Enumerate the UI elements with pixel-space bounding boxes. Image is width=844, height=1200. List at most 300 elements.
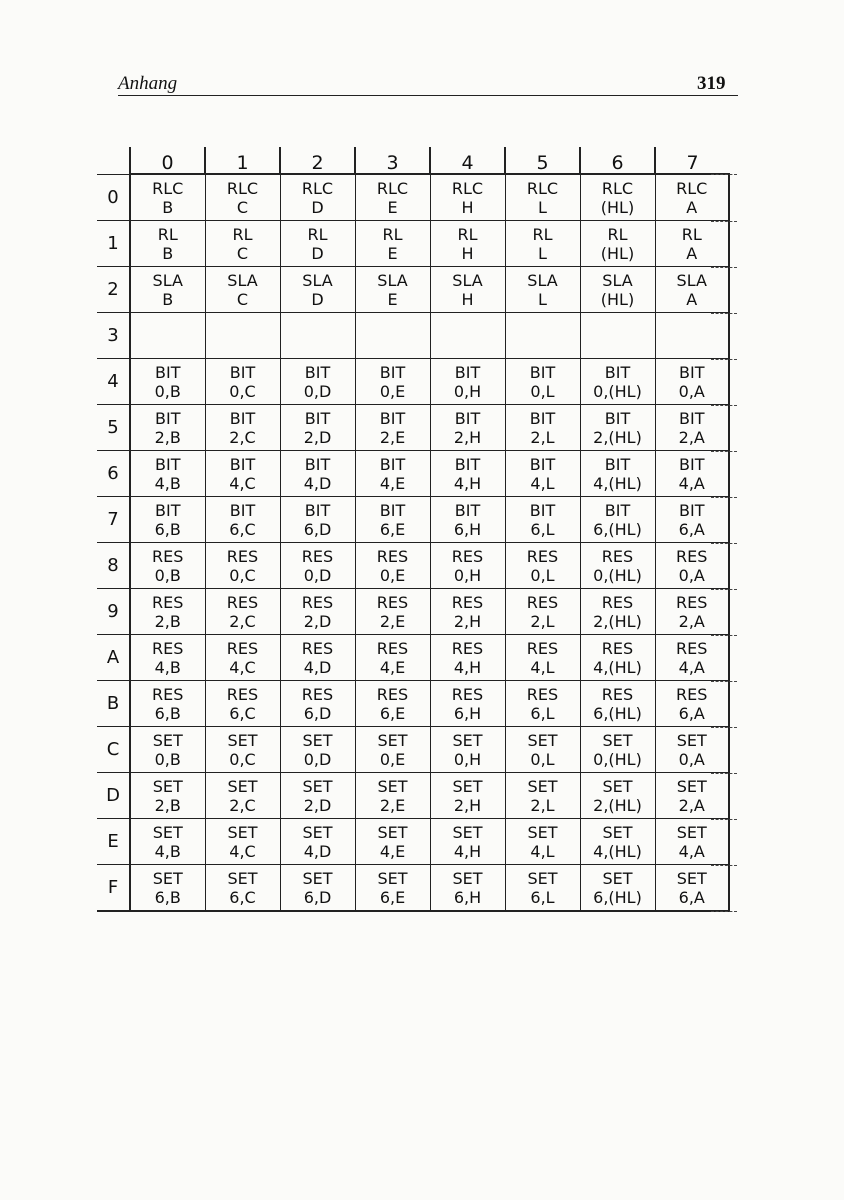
table-cell	[430, 865, 505, 912]
cell-operand: 6,A	[678, 519, 705, 539]
dashed-mark	[711, 497, 737, 498]
cell-mnemonic: RL	[607, 224, 628, 244]
table-row	[97, 313, 729, 359]
cell-mnemonic: BIT	[679, 408, 705, 428]
table-cell	[580, 865, 655, 912]
cell-operand: 4,B	[154, 473, 181, 493]
table-cell	[130, 635, 205, 681]
table-cell	[130, 865, 205, 912]
cell-mnemonic: SLA	[377, 270, 408, 290]
cell-mnemonic: RES	[676, 684, 708, 704]
table-cell	[655, 405, 729, 451]
table-cell	[355, 497, 430, 543]
cell-mnemonic: RES	[152, 638, 184, 658]
table-cell	[130, 221, 205, 267]
table-cell	[205, 543, 280, 589]
table-cell	[505, 819, 580, 865]
cell-mnemonic: SET	[377, 868, 408, 888]
dashed-mark	[711, 359, 737, 360]
cell-mnemonic: SET	[676, 868, 707, 888]
table-cell	[505, 589, 580, 635]
dashed-mark	[711, 911, 737, 912]
table-cell	[205, 497, 280, 543]
cell-mnemonic: RL	[232, 224, 253, 244]
cell-operand: B	[162, 197, 174, 217]
column-header: 1	[205, 147, 280, 174]
cell-mnemonic: RES	[451, 546, 484, 566]
cell-mnemonic: SET	[152, 730, 183, 750]
table-cell	[280, 865, 355, 912]
cell-mnemonic: RES	[376, 684, 409, 704]
cell-operand: D	[311, 243, 324, 263]
cell-operand: 6,B	[154, 887, 181, 907]
cell-mnemonic: RL	[532, 224, 553, 244]
cell-operand: 0,D	[303, 381, 332, 401]
cell-operand: 2,D	[303, 795, 332, 815]
table-cell	[430, 773, 505, 819]
row-header: A	[97, 635, 130, 681]
cell-operand: 6,(HL)	[593, 703, 642, 723]
cell-mnemonic: RL	[457, 224, 478, 244]
cell-operand: C	[236, 197, 249, 217]
dashed-mark	[711, 681, 737, 682]
cell-mnemonic: RES	[152, 684, 184, 704]
dashed-mark	[711, 174, 737, 175]
cell-operand: A	[686, 197, 698, 217]
cell-operand: B	[162, 243, 174, 263]
cell-mnemonic: BIT	[229, 408, 256, 428]
cell-mnemonic: BIT	[529, 500, 556, 520]
cell-mnemonic: RES	[451, 638, 484, 658]
cell-operand: 4,C	[229, 657, 256, 677]
page-number: 319	[697, 73, 726, 94]
table-cell	[655, 819, 729, 865]
dashed-mark	[711, 589, 737, 590]
cell-mnemonic: SET	[527, 868, 558, 888]
page-header-title: Anhang	[118, 73, 178, 94]
cell-mnemonic: RES	[676, 546, 708, 566]
table-cell	[205, 174, 280, 221]
cell-operand: 6,D	[303, 703, 332, 723]
cell-operand: 2,(HL)	[593, 611, 642, 631]
table-cell	[430, 589, 505, 635]
cell-mnemonic: RES	[301, 638, 334, 658]
cell-mnemonic: BIT	[229, 362, 256, 382]
table-cell	[280, 313, 355, 359]
cell-operand: 4,H	[453, 841, 482, 861]
cell-operand: 6,L	[530, 887, 555, 907]
table-cell	[130, 359, 205, 405]
table-cell	[130, 543, 205, 589]
cell-mnemonic: RES	[226, 638, 259, 658]
table-cell	[580, 405, 655, 451]
table-cell	[580, 635, 655, 681]
table-cell	[355, 727, 430, 773]
cell-mnemonic: SET	[602, 868, 633, 888]
cell-mnemonic: SLA	[227, 270, 258, 290]
cell-operand: 6,D	[303, 887, 332, 907]
table-cell	[205, 727, 280, 773]
table-cell	[505, 543, 580, 589]
table-cell	[130, 589, 205, 635]
table-cell	[655, 635, 729, 681]
cell-operand: 2,H	[453, 427, 482, 447]
cell-operand: 0,H	[453, 381, 482, 401]
table-cell	[580, 773, 655, 819]
table-cell	[655, 221, 729, 267]
cell-mnemonic: RL	[307, 224, 328, 244]
table-cell	[205, 359, 280, 405]
cell-operand: 4,A	[678, 841, 705, 861]
cell-operand: 2,H	[453, 611, 482, 631]
cell-mnemonic: BIT	[304, 500, 331, 520]
row-header: 6	[97, 451, 130, 497]
table-row	[97, 819, 729, 865]
table-cell	[655, 773, 729, 819]
dashed-mark	[711, 405, 737, 406]
cell-operand: 2,(HL)	[593, 427, 642, 447]
cell-mnemonic: SET	[452, 730, 483, 750]
cell-mnemonic: SET	[152, 822, 183, 842]
cell-mnemonic: BIT	[304, 362, 331, 382]
table-cell	[130, 174, 205, 221]
table-cell	[655, 174, 729, 221]
table-cell	[130, 451, 205, 497]
cell-operand: 6,A	[678, 887, 705, 907]
cell-operand: 2,B	[154, 795, 181, 815]
cell-operand: 0,E	[379, 381, 406, 401]
cell-mnemonic: BIT	[604, 362, 631, 382]
table-cell	[280, 543, 355, 589]
cell-operand: 0,E	[379, 749, 406, 769]
cell-operand: 2,A	[678, 427, 705, 447]
cell-mnemonic: SET	[602, 730, 633, 750]
cell-operand: 2,C	[229, 427, 256, 447]
table-cell	[130, 497, 205, 543]
table-cell	[655, 359, 729, 405]
table-cell	[355, 865, 430, 912]
table-row	[97, 405, 729, 451]
table-cell	[130, 267, 205, 313]
table-cell	[280, 635, 355, 681]
cell-operand: 6,(HL)	[593, 887, 642, 907]
table-row	[97, 865, 729, 912]
cell-mnemonic: BIT	[679, 500, 705, 520]
table-cell	[355, 221, 430, 267]
cell-mnemonic: RES	[526, 546, 559, 566]
cell-mnemonic: BIT	[379, 500, 406, 520]
table-cell	[205, 819, 280, 865]
table-cell	[580, 359, 655, 405]
cell-operand: 4,A	[678, 473, 705, 493]
table-cell	[505, 267, 580, 313]
table-cell	[580, 313, 655, 359]
cell-operand: 2,L	[530, 611, 555, 631]
cell-operand: 0,H	[453, 565, 482, 585]
table-cell	[505, 635, 580, 681]
column-header: 5	[505, 147, 580, 174]
table-cell	[430, 221, 505, 267]
table-row	[97, 635, 729, 681]
cell-operand: C	[236, 289, 249, 309]
table-cell	[505, 773, 580, 819]
cell-mnemonic: BIT	[229, 500, 256, 520]
table-cell	[355, 313, 430, 359]
table-cell	[655, 543, 729, 589]
cell-mnemonic: BIT	[604, 500, 631, 520]
cell-operand: E	[387, 243, 398, 263]
table-cell	[130, 681, 205, 727]
column-header: 7	[655, 147, 729, 174]
column-header: 4	[430, 147, 505, 174]
cell-operand: 6,B	[154, 703, 181, 723]
table-cell	[280, 727, 355, 773]
cell-operand: (HL)	[600, 289, 635, 309]
table-cell	[280, 174, 355, 221]
cell-mnemonic: RES	[601, 638, 634, 658]
cell-mnemonic: RES	[376, 592, 409, 612]
row-header: 2	[97, 267, 130, 313]
cell-operand: 6,D	[303, 519, 332, 539]
table-cell	[355, 635, 430, 681]
opcode-table-body	[97, 174, 729, 911]
table-cell	[355, 819, 430, 865]
table-cell	[355, 405, 430, 451]
table-corner	[97, 147, 130, 174]
cell-operand: A	[686, 243, 698, 263]
cell-mnemonic: BIT	[529, 408, 556, 428]
cell-mnemonic: BIT	[379, 454, 406, 474]
table-cell	[205, 865, 280, 912]
header-rule	[118, 95, 738, 96]
table-row	[97, 773, 729, 819]
cell-operand: C	[236, 243, 249, 263]
table-cell	[655, 267, 729, 313]
cell-operand: L	[538, 197, 547, 217]
cell-mnemonic: RLC	[301, 178, 334, 198]
cell-mnemonic: SET	[452, 822, 483, 842]
cell-operand: 4,H	[453, 473, 482, 493]
cell-operand: 2,D	[303, 611, 332, 631]
cell-operand: 4,D	[303, 841, 332, 861]
cell-mnemonic: SET	[452, 776, 483, 796]
dashed-mark	[711, 727, 737, 728]
cell-operand: 2,E	[379, 611, 406, 631]
column-header: 3	[355, 147, 430, 174]
cell-mnemonic: RL	[681, 224, 702, 244]
row-header: F	[97, 865, 130, 912]
table-cell	[355, 359, 430, 405]
cell-mnemonic: SET	[676, 730, 707, 750]
table-cell	[505, 174, 580, 221]
cell-operand: 4,(HL)	[593, 841, 642, 861]
cell-mnemonic: RES	[152, 546, 184, 566]
cell-operand: 4,D	[303, 657, 332, 677]
row-header: 0	[97, 174, 130, 221]
cell-mnemonic: SET	[302, 868, 333, 888]
table-cell	[655, 451, 729, 497]
cell-mnemonic: SET	[152, 776, 183, 796]
cell-operand: 6,E	[379, 519, 406, 539]
cell-operand: (HL)	[600, 197, 635, 217]
cell-operand: 2,L	[530, 795, 555, 815]
cell-operand: 2,D	[303, 427, 332, 447]
cell-operand: A	[686, 289, 698, 309]
cell-operand: B	[162, 289, 174, 309]
table-row	[97, 497, 729, 543]
row-header: E	[97, 819, 130, 865]
cell-mnemonic: BIT	[529, 454, 556, 474]
cell-mnemonic: SET	[152, 868, 183, 888]
table-cell	[205, 773, 280, 819]
cell-operand: 0,(HL)	[593, 565, 642, 585]
table-cell	[280, 359, 355, 405]
cell-operand: 6,C	[229, 519, 256, 539]
cell-operand: 0,B	[154, 565, 181, 585]
cell-operand: 2,C	[229, 611, 256, 631]
table-cell	[505, 497, 580, 543]
cell-operand: 2,L	[530, 427, 555, 447]
table-cell	[655, 727, 729, 773]
table-cell	[580, 267, 655, 313]
cell-mnemonic: RL	[157, 224, 178, 244]
dashed-mark	[711, 865, 737, 866]
cell-operand: 4,(HL)	[593, 473, 642, 493]
cell-mnemonic: RES	[601, 546, 634, 566]
cell-mnemonic: SET	[377, 822, 408, 842]
cell-mnemonic: BIT	[454, 500, 481, 520]
table-cell	[505, 405, 580, 451]
table-cell	[655, 497, 729, 543]
table-cell	[355, 174, 430, 221]
dashed-mark	[711, 543, 737, 544]
cell-mnemonic: BIT	[155, 362, 181, 382]
cell-operand: E	[387, 289, 398, 309]
table-cell	[130, 819, 205, 865]
cell-mnemonic: SET	[227, 868, 258, 888]
cell-mnemonic: BIT	[229, 454, 256, 474]
cell-operand: 0,A	[678, 381, 705, 401]
cell-mnemonic: RES	[301, 684, 334, 704]
table-cell	[430, 405, 505, 451]
cell-mnemonic: RES	[526, 684, 559, 704]
cell-mnemonic: SET	[302, 822, 333, 842]
cell-operand: 0,A	[678, 749, 705, 769]
cell-mnemonic: RES	[301, 546, 334, 566]
cell-operand: 0,H	[453, 749, 482, 769]
cell-operand: 0,(HL)	[593, 749, 642, 769]
table-row	[97, 267, 729, 313]
table-cell	[580, 451, 655, 497]
cell-mnemonic: BIT	[679, 454, 705, 474]
cell-operand: 2,E	[379, 795, 406, 815]
cell-operand: 2,(HL)	[593, 795, 642, 815]
table-cell	[655, 313, 729, 359]
table-cell	[205, 681, 280, 727]
table-cell	[205, 635, 280, 681]
table-cell	[130, 727, 205, 773]
cell-mnemonic: SLA	[152, 270, 183, 290]
cell-mnemonic: BIT	[454, 454, 481, 474]
dashed-mark	[711, 221, 737, 222]
cell-operand: 2,A	[678, 795, 705, 815]
cell-mnemonic: RES	[526, 592, 559, 612]
cell-mnemonic: BIT	[304, 408, 331, 428]
cell-operand: 4,L	[530, 657, 555, 677]
cell-operand: 0,D	[303, 749, 332, 769]
cell-operand: H	[461, 197, 474, 217]
cell-mnemonic: SET	[377, 776, 408, 796]
cell-operand: 0,B	[154, 381, 181, 401]
table-cell	[280, 267, 355, 313]
cell-mnemonic: SET	[527, 776, 558, 796]
table-cell	[505, 359, 580, 405]
cell-mnemonic: SLA	[527, 270, 558, 290]
table-cell	[655, 589, 729, 635]
table-cell	[430, 727, 505, 773]
cell-operand: 2,B	[154, 427, 181, 447]
column-header: 0	[130, 147, 205, 174]
row-header: 5	[97, 405, 130, 451]
cell-mnemonic: RES	[676, 638, 708, 658]
cell-mnemonic: RLC	[376, 178, 409, 198]
cell-mnemonic: BIT	[454, 362, 481, 382]
cell-operand: 4,E	[379, 657, 406, 677]
table-cell	[580, 589, 655, 635]
cell-operand: 6,(HL)	[593, 519, 642, 539]
table-cell	[205, 451, 280, 497]
cell-operand: D	[311, 289, 324, 309]
cell-mnemonic: RLC	[152, 178, 184, 198]
cell-mnemonic: BIT	[604, 454, 631, 474]
table-cell	[430, 174, 505, 221]
cell-mnemonic: SET	[527, 822, 558, 842]
cell-mnemonic: SET	[602, 822, 633, 842]
cell-operand: 4,C	[229, 473, 256, 493]
row-header: 8	[97, 543, 130, 589]
cell-operand: 4,E	[379, 473, 406, 493]
dashed-mark	[711, 635, 737, 636]
cell-mnemonic: RES	[601, 684, 634, 704]
table-cell	[430, 681, 505, 727]
cell-mnemonic: SLA	[602, 270, 633, 290]
cell-mnemonic: RLC	[601, 178, 634, 198]
dashed-mark	[711, 267, 737, 268]
cell-operand: 6,L	[530, 703, 555, 723]
table-cell	[280, 405, 355, 451]
cell-mnemonic: BIT	[604, 408, 631, 428]
cell-mnemonic: SET	[227, 822, 258, 842]
cell-mnemonic: RES	[526, 638, 559, 658]
cell-mnemonic: SET	[602, 776, 633, 796]
cell-operand: 4,A	[678, 657, 705, 677]
table-cell	[430, 313, 505, 359]
table-cell	[355, 267, 430, 313]
cell-mnemonic: SET	[227, 730, 258, 750]
table-cell	[280, 451, 355, 497]
cell-operand: D	[311, 197, 324, 217]
cell-operand: 4,E	[379, 841, 406, 861]
cell-operand: 6,E	[379, 887, 406, 907]
dashed-mark	[711, 773, 737, 774]
table-cell	[430, 359, 505, 405]
cell-mnemonic: SET	[527, 730, 558, 750]
cell-operand: 4,L	[530, 841, 555, 861]
cell-operand: 6,H	[453, 887, 482, 907]
table-cell	[205, 267, 280, 313]
cell-operand: 0,C	[229, 565, 256, 585]
cell-operand: 4,B	[154, 841, 181, 861]
